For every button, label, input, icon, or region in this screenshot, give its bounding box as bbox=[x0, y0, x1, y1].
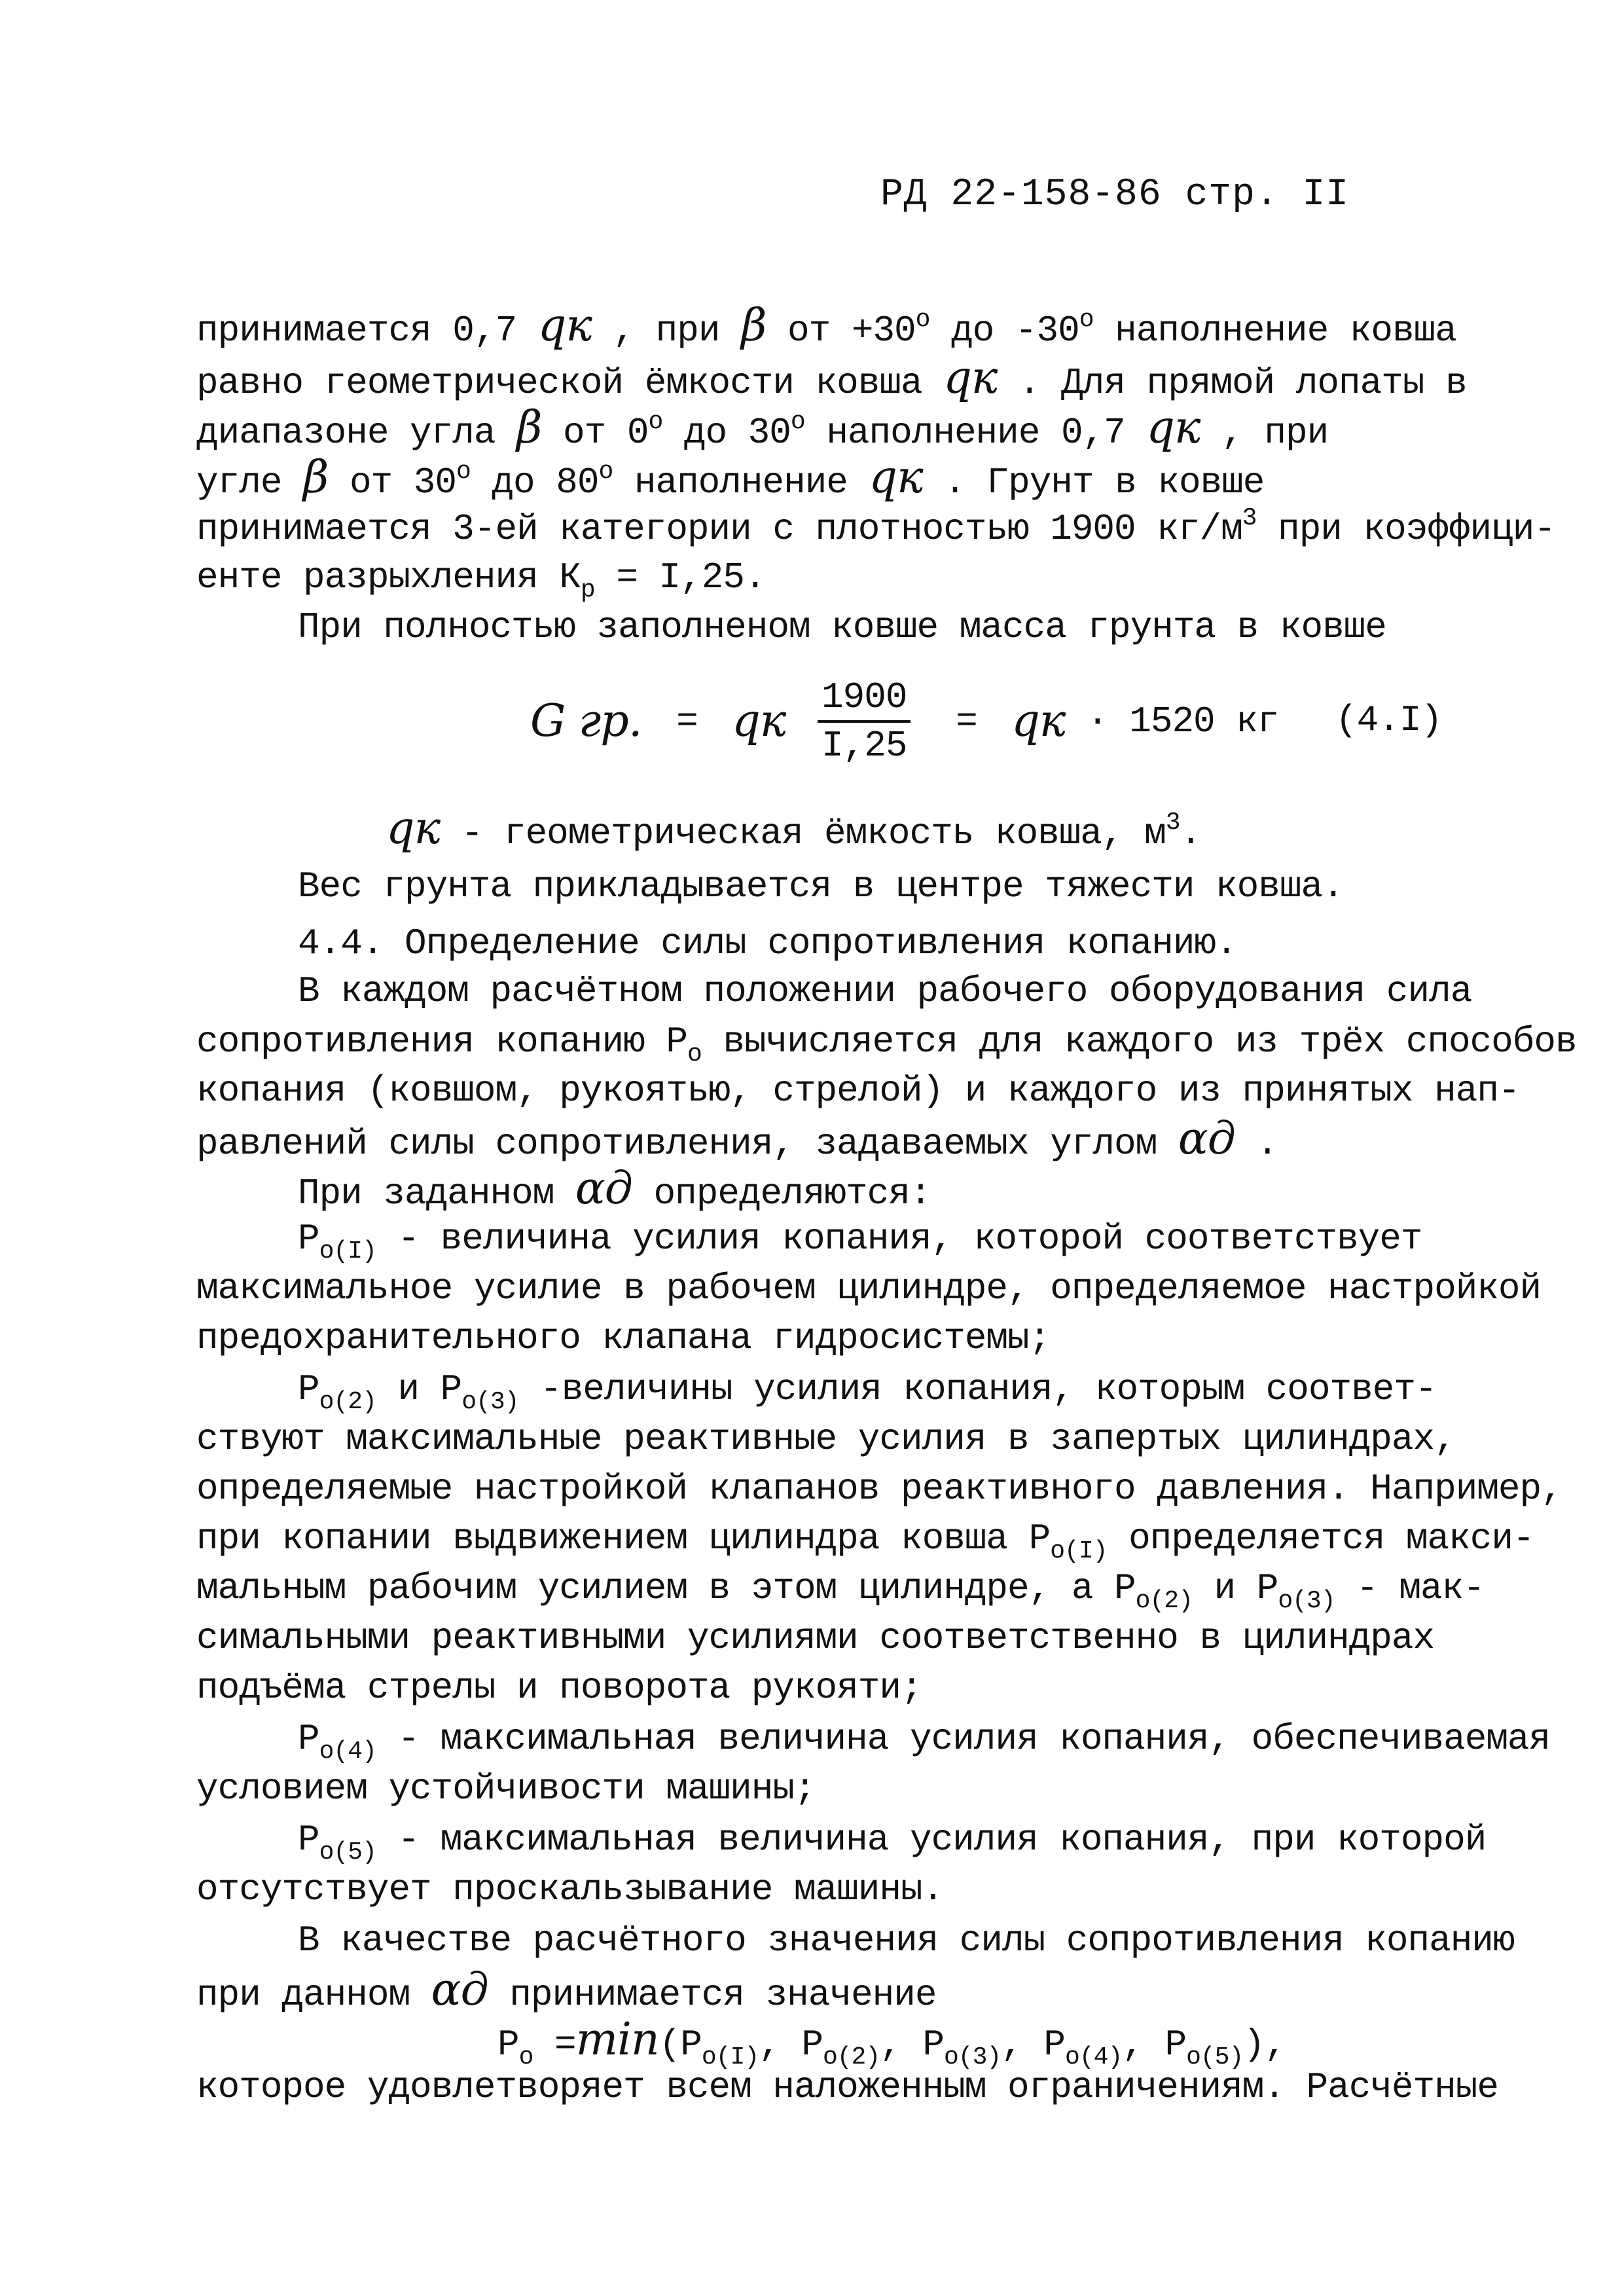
text-line: при копании выдвижением цилиндра ковша $Р_{о(I)}$ определяется макси- bbox=[196, 1518, 1534, 1565]
text-line: равлений силы сопротивления, задаваемых углом αд . bbox=[196, 1113, 1278, 1165]
text-line: принимается 3-ей категории с плотностью 1900 $кг/м^3$ при коэффици- bbox=[196, 504, 1555, 550]
text-line: условием устойчивости машины; bbox=[196, 1768, 816, 1810]
text-line: Вес грунта прикладывается в центре тяжести ковша. bbox=[298, 866, 1344, 907]
formula-alpha: αд bbox=[575, 1163, 632, 1214]
text-line: сопротивления копанию $Р_о$ вычисляется для каждого из трёх способов bbox=[196, 1021, 1577, 1068]
text-line: отсутствует проскальзывание машины. bbox=[196, 1868, 944, 1910]
formula-alpha: αд bbox=[431, 1964, 488, 2016]
text-line: В качестве расчётного значения силы сопротивления копанию bbox=[298, 1920, 1515, 1961]
text-line: диапазоне угла β от $0^о$ до $30^о$ наполнение 0,7 qк , при bbox=[196, 402, 1329, 454]
text-line: равно геометрической ёмкости ковша qк . Для прямой лопаты в bbox=[196, 352, 1467, 404]
text-line: $Р_{о(2)}$ и $Р_{о(3)}$ -величины усилия копания, которым соответ- bbox=[298, 1368, 1437, 1416]
text-line: $Р_{о(5)}$ - максимальная величина усилия копания, при которой bbox=[298, 1819, 1487, 1867]
formula-alpha: αд bbox=[1178, 1113, 1235, 1165]
text-line: В каждом расчётном положении рабочего оборудования сила bbox=[298, 970, 1472, 1012]
text-line: угле β от $30^о$ до $80^о$ наполнение qк . Грунт в ковше bbox=[196, 452, 1265, 503]
formula-min: $Р_о =\min(Р_{о(I)}$, $Р_{о(2)}$, $Р_{о(3)}$, $Р_{о(4)}$, $Р_{о(5)}$), bbox=[497, 2014, 1286, 2071]
text-line: копания (ковшом, рукоятью, стрелой) и каждого из принятых нап- bbox=[196, 1070, 1520, 1112]
text-line: При полностью заполненом ковше масса грунта в ковше bbox=[298, 606, 1386, 648]
text-line: при данном αд принимается значение bbox=[196, 1964, 937, 2016]
text-line: При заданном αд определяются: bbox=[298, 1163, 931, 1214]
text-line: симальными реактивными усилиями соответственно в цилиндрах bbox=[196, 1617, 1435, 1659]
text-line: $Р_{о(I)}$ - величина усилия копания, которой соответствует bbox=[298, 1218, 1422, 1266]
formula-beta: β bbox=[516, 402, 542, 454]
formula-qk: qк bbox=[869, 452, 923, 503]
text-line: qк - геометрическая ёмкость ковша, $м^3$. bbox=[386, 803, 1202, 854]
text-line: которое удовлетворяет всем наложенным ограничениям. Расчётные bbox=[196, 2066, 1498, 2108]
formula-beta: β bbox=[741, 300, 767, 352]
text-line: мальным рабочим усилием в этом цилиндре, а $Р_{о(2)}$ и $Р_{о(3)} - мак-$ bbox=[196, 1567, 1485, 1615]
page-header: РД 22-158-86 стр. II bbox=[880, 173, 1350, 216]
text-line: принимается 0,7 qк , при β от $+30^о$ до $-30^о$ наполнение ковша bbox=[196, 300, 1456, 352]
equation-4-1: G гр. = qк $\frac{1900}{I,25}$ = qк · 1520 кг bbox=[530, 674, 1278, 769]
fraction: $\frac{1900}{I,25}$ bbox=[818, 674, 911, 769]
formula-qk: qк bbox=[1146, 402, 1200, 454]
formula-qk: qк bbox=[943, 352, 998, 404]
text-line: $Р_{о(4)}$ - максимальная величина усилия копания, обеспечиваемая bbox=[298, 1718, 1551, 1766]
text-line: подъёма стрелы и поворота рукояти; bbox=[196, 1667, 922, 1709]
formula-beta: β bbox=[303, 452, 329, 503]
text-line: енте разрыхления $К_р = I,25$. bbox=[196, 556, 766, 604]
section-heading: 4.4. Определение силы сопротивления копанию. bbox=[298, 922, 1237, 964]
text-line: максимальное усилие в рабочем цилиндре, определяемое настройкой bbox=[196, 1267, 1542, 1309]
text-line: определяемые настройкой клапанов реактивного давления. Например, bbox=[196, 1468, 1562, 1510]
formula-qk: qк bbox=[537, 300, 592, 352]
text-line: ствуют максимальные реактивные усилия в запертых цилиндрах, bbox=[196, 1418, 1456, 1460]
formula-G: G гр. bbox=[530, 695, 642, 747]
text-line: предохранительного клапана гидросистемы; bbox=[196, 1317, 1051, 1359]
equation-number: (4.I) bbox=[1335, 699, 1443, 741]
